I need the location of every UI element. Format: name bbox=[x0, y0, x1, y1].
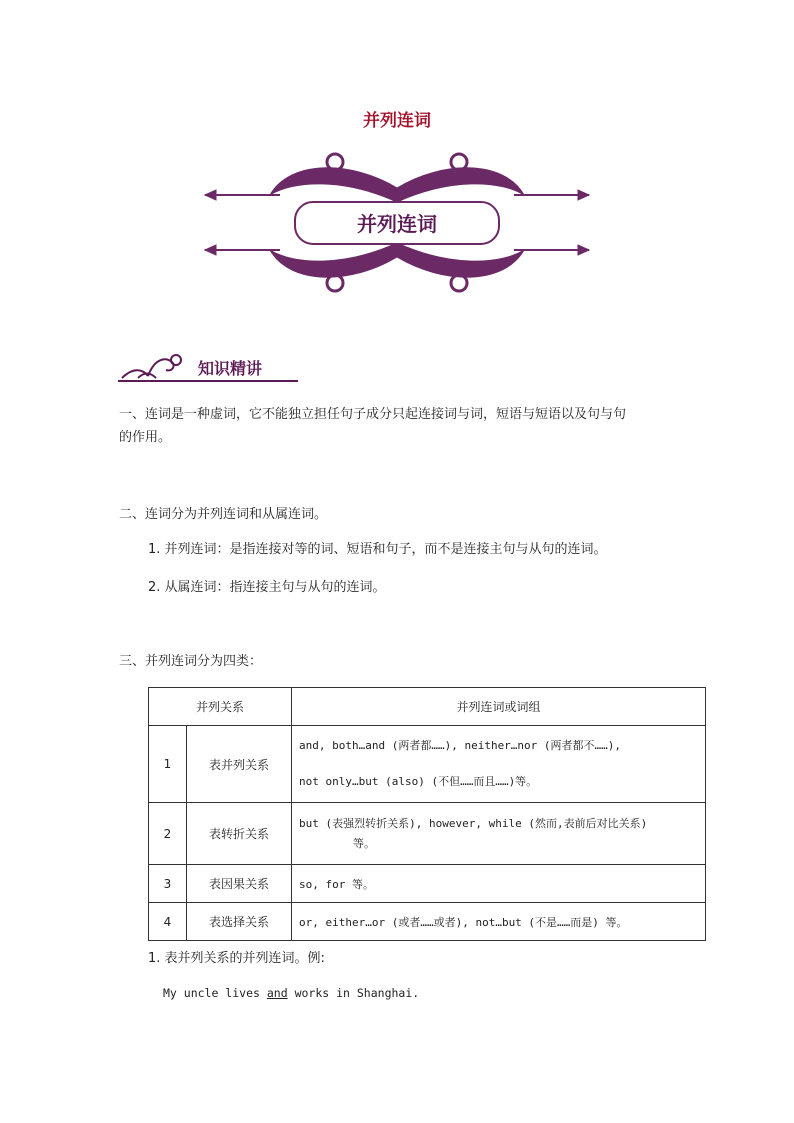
section-heading-rule bbox=[118, 380, 298, 382]
section-heading bbox=[118, 350, 298, 386]
table-row bbox=[149, 726, 706, 803]
table-row bbox=[149, 803, 706, 865]
row-words bbox=[292, 726, 706, 803]
row-type: 表转折关系 bbox=[187, 803, 292, 865]
page-title: 并列连词 bbox=[363, 111, 431, 131]
header-words: 并列连词或词组 bbox=[292, 688, 706, 726]
paragraph-1-line-1: 一、连词是一种虚词，它不能独立担任句子成分只起连接词与词，短语与短语以及句与句 bbox=[119, 407, 627, 422]
table-row bbox=[149, 865, 706, 903]
row-type: 表并列关系 bbox=[187, 726, 292, 803]
example-underlined: and bbox=[266, 986, 288, 1000]
header-relation: 并列关系 bbox=[149, 688, 292, 726]
section-heading-label: 知识精讲 bbox=[198, 359, 263, 378]
row-words bbox=[292, 803, 706, 865]
row-words-line: but (表强烈转折关系), however, while (然而,表前后对比关系) bbox=[299, 816, 648, 830]
list-item-2: 2. 从属连词：指连接主句与从句的连词。 bbox=[148, 580, 386, 595]
row-number: 2 bbox=[149, 803, 187, 865]
row-words: so, for 等。 bbox=[292, 865, 706, 903]
conjunction-table bbox=[148, 687, 706, 941]
table-row bbox=[149, 903, 706, 941]
row-type: 表选择关系 bbox=[187, 903, 292, 941]
row-number: 4 bbox=[149, 903, 187, 941]
row-number: 3 bbox=[149, 865, 187, 903]
ornamental-banner bbox=[200, 150, 594, 300]
row-words-line: and, both…and (两者都……), neither…nor (两者都不……), bbox=[299, 739, 622, 752]
example-after: works in Shanghai. bbox=[287, 986, 420, 1000]
paragraph-1-line-2: 的作用。 bbox=[119, 430, 172, 445]
note-1: 1. 表并列关系的并列连词。例: bbox=[148, 951, 325, 966]
row-number: 1 bbox=[149, 726, 187, 803]
row-words-line: not only…but (also) (不但……而且……)等。 bbox=[299, 775, 538, 788]
example-before: My uncle lives bbox=[163, 986, 267, 1000]
example-sentence bbox=[163, 986, 419, 1000]
banner-title: 并列连词 bbox=[357, 212, 437, 236]
floral-icon bbox=[118, 350, 188, 382]
paragraph-2: 二、连词分为并列连词和从属连词。 bbox=[119, 507, 328, 522]
table-header-row bbox=[149, 688, 706, 726]
row-words: or, either…or (或者……或者), not…but (不是……而是) 等。 bbox=[292, 903, 706, 941]
paragraph-3: 三、并列连词分为四类： bbox=[119, 654, 263, 669]
row-words-line: 等。 bbox=[353, 836, 375, 850]
list-item-1: 1. 并列连词：是指连接对等的词、短语和句子，而不是连接主句与从句的连词。 bbox=[148, 542, 607, 557]
row-type: 表因果关系 bbox=[187, 865, 292, 903]
